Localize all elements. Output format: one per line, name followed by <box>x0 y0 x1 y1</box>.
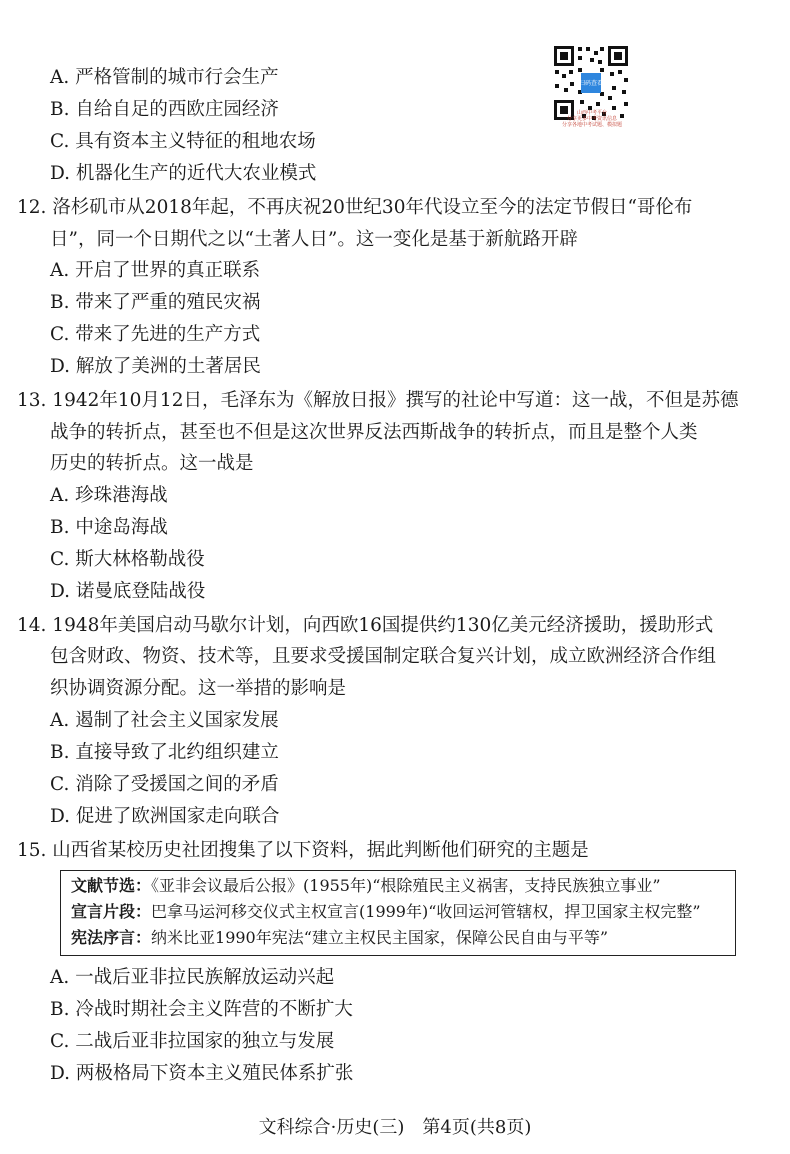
source-item <box>71 901 701 923</box>
source-label: 文献节选： <box>71 876 152 895</box>
source-text: 巴拿马运河移交仪式主权宣言(1999年)“收回运河管辖权，捍卫国家主权完整” <box>151 902 701 921</box>
q11-option-b[interactable]: B. 自给自足的西欧庄园经济 <box>50 99 279 120</box>
q15-option-a[interactable]: A. 一战后亚非拉民族解放运动兴起 <box>50 967 335 988</box>
source-material-box <box>60 870 736 956</box>
qr-caption <box>548 110 636 128</box>
source-item <box>71 875 661 897</box>
source-item <box>71 927 608 949</box>
q12-stem-line-1: 12. 洛杉矶市从2018年起，不再庆祝20世纪30年代设立至今的法定节假日“哥伦布 <box>17 197 693 218</box>
q13-option-b[interactable]: B. 中途岛海战 <box>50 517 168 538</box>
q12-option-b[interactable]: B. 带来了严重的殖民灾祸 <box>50 292 261 313</box>
qr-caption-line: 分享各地中考试题、模拟题 <box>561 122 622 128</box>
q12-option-a[interactable]: A. 开启了世界的真正联系 <box>50 260 261 281</box>
q12-stem-line-2: 日”，同一个日期代之以“土著人日”。这一变化是基于新航路开辟 <box>50 229 578 250</box>
qr-caption-line: 分享更多中考资讯信息 <box>566 116 617 122</box>
q15-option-d[interactable]: D. 两极格局下资本主义殖民体系扩张 <box>50 1063 354 1084</box>
q13-option-d[interactable]: D. 诺曼底登陆战役 <box>50 581 206 602</box>
q14-option-d[interactable]: D. 促进了欧洲国家走向联合 <box>50 806 280 827</box>
q14-stem-line-2: 包含财政、物资、技术等，且要求受援国制定联合复兴计划，成立欧洲经济合作组 <box>50 646 717 667</box>
q12-option-c[interactable]: C. 带来了先进的生产方式 <box>50 324 261 345</box>
q13-option-c[interactable]: C. 斯大林格勒战役 <box>50 549 205 570</box>
q11-option-d[interactable]: D. 机器化生产的近代大农业模式 <box>50 163 317 184</box>
source-text: 《亚非会议最后公报》(1955年)“根除殖民主义祸害，支持民族独立事业” <box>151 876 661 895</box>
qr-center-label: 扫码查看 <box>578 80 604 87</box>
q14-stem-line-1: 14. 1948年美国启动马歇尔计划，向西欧16国提供约130亿美元经济援助，援助形式 <box>17 615 714 636</box>
q14-option-c[interactable]: C. 消除了受援国之间的矛盾 <box>50 774 279 795</box>
q12-option-d[interactable]: D. 解放了美洲的土著居民 <box>50 356 261 377</box>
source-label: 宪法序言： <box>71 928 152 947</box>
q15-option-b[interactable]: B. 冷战时期社会主义阵营的不断扩大 <box>50 999 353 1020</box>
q11-option-a[interactable]: A. 严格管制的城市行会生产 <box>50 67 279 88</box>
source-label: 宣言片段： <box>71 902 152 921</box>
q15-stem-line-1: 15. 山西省某校历史社团搜集了以下资料，据此判断他们研究的主题是 <box>17 840 589 861</box>
q14-option-b[interactable]: B. 直接导致了北约组织建立 <box>50 742 279 763</box>
q13-stem-line-2: 战争的转折点，甚至也不但是这次世界反法西斯战争的转折点，而且是整个人类 <box>50 422 698 443</box>
qr-caption-line: 山西中考平台 <box>576 110 607 116</box>
q11-option-c[interactable]: C. 具有资本主义特征的租地农场 <box>50 131 316 152</box>
page-footer: 文科综合·历史(三) 第4页(共8页) <box>258 1117 532 1138</box>
q14-option-a[interactable]: A. 遏制了社会主义国家发展 <box>50 710 279 731</box>
q15-option-c[interactable]: C. 二战后亚非拉国家的独立与发展 <box>50 1031 335 1052</box>
q13-stem-line-1: 13. 1942年10月12日，毛泽东为《解放日报》撰写的社论中写道：这一战，不但是苏德 <box>17 390 739 411</box>
q14-stem-line-3: 织协调资源分配。这一举措的影响是 <box>50 678 347 699</box>
q13-option-a[interactable]: A. 珍珠港海战 <box>50 485 168 506</box>
q13-stem-line-3: 历史的转折点。这一战是 <box>50 453 254 474</box>
source-text: 纳米比亚1990年宪法“建立主权民主国家，保障公民自由与平等” <box>151 928 609 947</box>
